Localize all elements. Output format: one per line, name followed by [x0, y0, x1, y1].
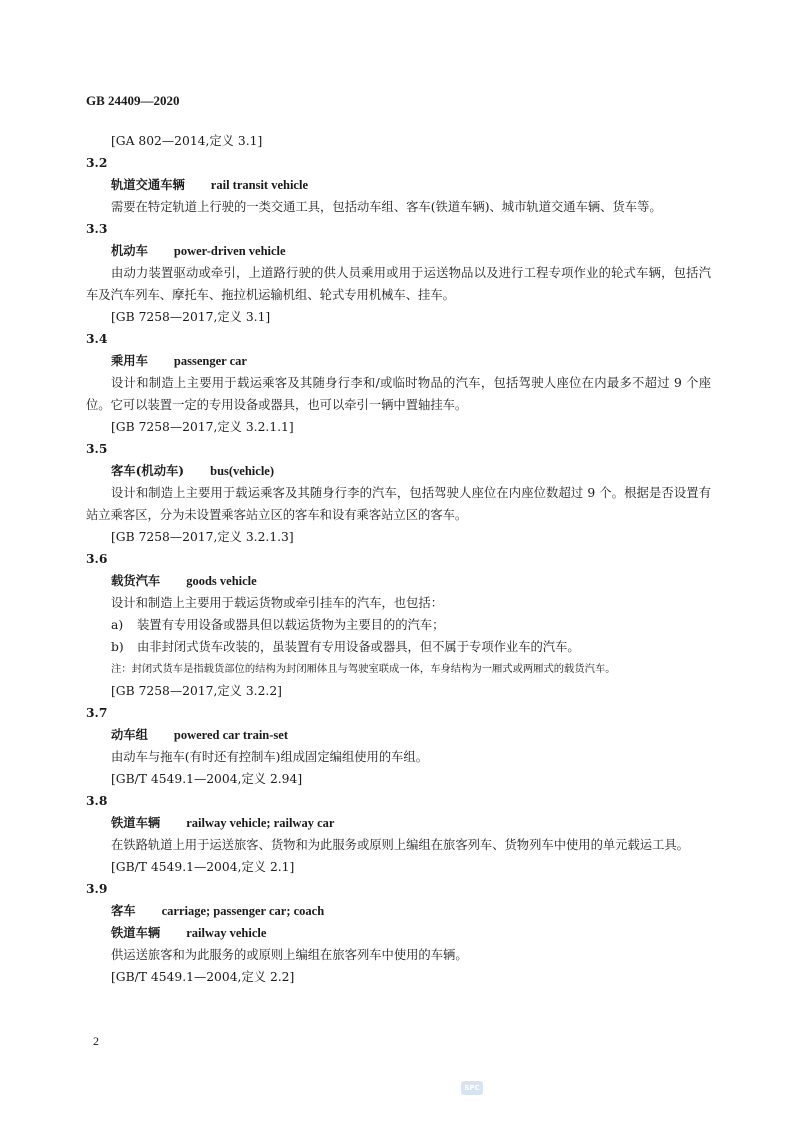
term-en: rail transit vehicle [210, 178, 308, 192]
definition: 设计和制造上主要用于载运货物或牵引挂车的汽车，也包括： [111, 596, 444, 610]
list-item [86, 636, 711, 658]
entry-3-9 [86, 878, 711, 988]
source-reference: [GB/T 4549.1—2004,定义 2.2] [111, 970, 295, 984]
entry-number: 3.3 [86, 221, 108, 236]
term-zh: 乘用车 [111, 353, 148, 368]
entry-3-6 [86, 548, 711, 702]
list-item [86, 614, 711, 636]
term [86, 350, 711, 372]
definition: 由动车与拖车(有时还有控制车)组成固定编组使用的车组。 [111, 750, 429, 764]
term-en: power-driven vehicle [173, 244, 286, 258]
definition: 设计和制造上主要用于载运乘客及其随身行李的汽车，包括驾驶人座位在内座位数超过 9 个。根据是否设置有站立乘客区，分为未设置乘客站立区的客车和设有乘客站立区的客车。 [86, 486, 711, 522]
term-en: railway vehicle [186, 926, 267, 940]
definition: 供运送旅客和为此服务的或原则上编组在旅客列车中使用的车辆。 [111, 948, 468, 962]
entry-number: 3.7 [86, 705, 108, 720]
entry-3-3 [86, 218, 711, 328]
source-reference: [GB 7258—2017,定义 3.2.1.1] [111, 420, 294, 434]
entry-number: 3.4 [86, 331, 108, 346]
entry-3-7 [86, 702, 711, 790]
term-zh: 铁道车辆 [111, 815, 161, 830]
term-en: carriage; passenger car; coach [161, 904, 325, 918]
definition: 需要在特定轨道上行驶的一类交通工具，包括动车组、客车(铁道车辆)、城市轨道交通车辆、货车等。 [111, 200, 662, 214]
term-zh: 机动车 [111, 243, 148, 258]
term-en: powered car train-set [173, 728, 288, 742]
list-marker: b) [111, 640, 124, 654]
term-zh: 轨道交通车辆 [111, 177, 185, 192]
entry-3-4 [86, 328, 711, 438]
definition: 在铁路轨道上用于运送旅客、货物和为此服务或原则上编组在旅客列车、货物列车中使用的单元载运工具。 [111, 838, 689, 852]
entry-number: 3.9 [86, 881, 108, 896]
term [86, 812, 711, 834]
watermark-logo-icon: SPC [461, 1081, 483, 1095]
term [86, 460, 711, 482]
list-marker: a) [111, 618, 124, 632]
definition: 由动力装置驱动或牵引，上道路行驶的供人员乘用或用于运送物品以及进行工程专项作业的轮式车辆，包括汽车及汽车列车、摩托车、拖拉机运输机组、轮式专用机械车、挂车。 [86, 266, 711, 302]
entry-number: 3.6 [86, 551, 108, 566]
term [86, 900, 711, 922]
term-zh: 铁道车辆 [111, 925, 161, 940]
source-reference: [GB 7258—2017,定义 3.2.2] [111, 684, 282, 698]
source-reference: [GB 7258—2017,定义 3.1] [111, 310, 271, 324]
entry-3-5 [86, 438, 711, 548]
term-zh: 客车 [111, 903, 136, 918]
term [86, 570, 711, 592]
entry-3-8 [86, 790, 711, 878]
definition: 设计和制造上主要用于载运乘客及其随身行李和/或临时物品的汽车，包括驾驶人座位在内最多不超过 9 个座位。它可以装置一定的专用设备或器具，也可以牵引一辆中置轴挂车。 [86, 376, 711, 412]
page-number: 2 [93, 1034, 99, 1048]
term-en: goods vehicle [186, 574, 257, 588]
source-reference: [GB/T 4549.1—2004,定义 2.1] [111, 860, 295, 874]
list-text: 由非封闭式货车改装的，虽装置有专用设备或器具，但不属于专项作业车的汽车。 [137, 640, 580, 654]
term-zh: 客车(机动车) [111, 463, 185, 478]
term [86, 240, 711, 262]
document-header: GB 24409—2020 [86, 93, 180, 108]
entry-number: 3.8 [86, 793, 108, 808]
term-zh: 动车组 [111, 727, 148, 742]
document-body [86, 130, 711, 988]
entry-number: 3.2 [86, 155, 108, 170]
term-en: passenger car [173, 354, 247, 368]
source-reference: [GB/T 4549.1—2004,定义 2.94] [111, 772, 303, 786]
term [86, 724, 711, 746]
term-en: railway vehicle; railway car [186, 816, 335, 830]
intro-source: [GA 802—2014,定义 3.1] [111, 134, 263, 148]
entry-3-2 [86, 152, 711, 218]
term-zh: 载货汽车 [111, 573, 161, 588]
term [86, 174, 711, 196]
entry-number: 3.5 [86, 441, 108, 456]
list-text: 装置有专用设备或器具但以载运货物为主要目的的汽车； [137, 618, 445, 632]
term-synonym [86, 922, 711, 944]
source-reference: [GB 7258—2017,定义 3.2.1.3] [111, 530, 294, 544]
note: 注：封闭式货车是指载货部位的结构为封闭厢体且与驾驶室联成一体，车身结构为一厢式或两厢式的载货汽车。 [111, 663, 616, 675]
term-en: bus(vehicle) [210, 464, 275, 478]
